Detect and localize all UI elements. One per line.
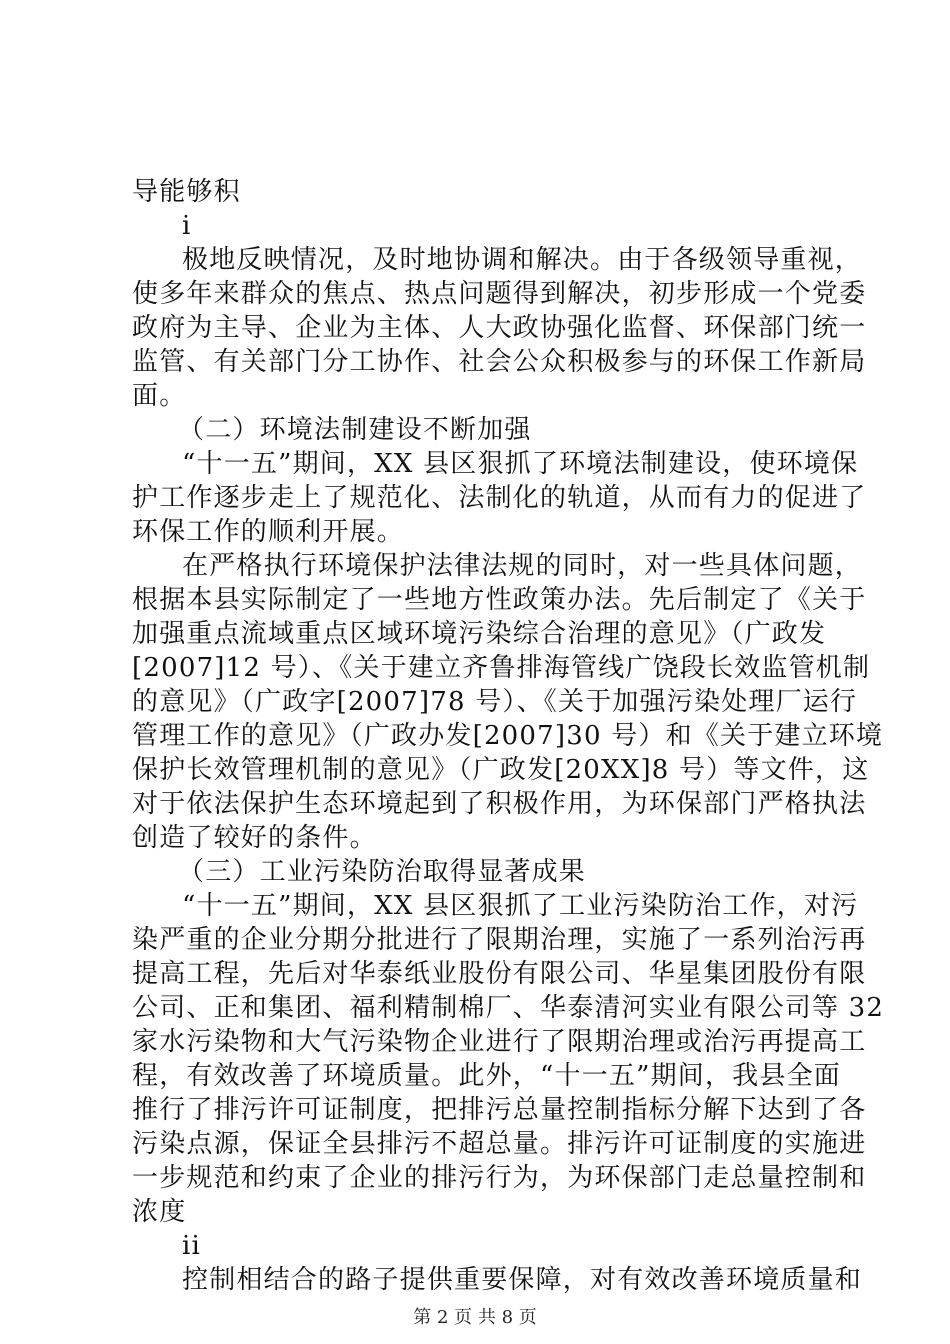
- section-heading: （三）工业污染防治取得显著成果: [178, 857, 587, 887]
- text-line: 家水污染物和大气污染物企业进行了限期治理或治污再提高工: [132, 1027, 867, 1057]
- text-line: 提高工程，先后对华泰纸业股份有限公司、华星集团股份有限: [132, 959, 867, 989]
- text-line: 创造了较好的条件。: [132, 823, 377, 853]
- section-heading: （二）环境法制建设不断加强: [178, 415, 532, 445]
- text-line: 根据本县实际制定了一些地方性政策办法。先后制定了《关于: [132, 585, 867, 615]
- text-line: 染严重的企业分期分批进行了限期治理，实施了一系列治污再: [132, 925, 867, 955]
- text-line: 导能够积: [132, 177, 241, 207]
- text-line: 极地反映情况，及时地协调和解决。由于各级领导重视，: [182, 245, 863, 275]
- text-line: 面。: [132, 381, 187, 411]
- text-line: 环保工作的顺利开展。: [132, 517, 405, 547]
- text-line: 控制相结合的路子提供重要保障，对有效改善环境质量和: [182, 1265, 863, 1295]
- text-line: 在严格执行环境保护法律法规的同时，对一些具体问题，: [182, 551, 863, 581]
- text-line: 管理工作的意见》（广政办发[2007]30 号）和《关于建立环境: [132, 721, 884, 751]
- page-footer: 第 2 页 共 8 页: [413, 1307, 537, 1328]
- text-line: 加强重点流域重点区域环境污染综合治理的意见》（广政发: [132, 619, 827, 649]
- text-line: 推行了排污许可证制度，把排污总量控制指标分解下达到了各: [132, 1095, 867, 1125]
- text-line: 政府为主导、企业为主体、人大政协强化监督、环保部门统一: [132, 313, 867, 343]
- text-line: ii: [182, 1231, 202, 1261]
- text-line: 护工作逐步走上了规范化、法制化的轨道，从而有力的促进了: [132, 483, 867, 513]
- text-line: [2007]12 号）、《关于建立齐鲁排海管线广饶段长效监管机制: [132, 653, 871, 683]
- text-line: “十一五”期间，XX 县区狠抓了环境法制建设，使环境保: [182, 449, 859, 479]
- text-line: 程，有效改善了环境质量。此外，“十一五”期间，我县全面: [132, 1061, 841, 1091]
- text-line: 公司、正和集团、福利精制棉厂、华泰清河实业有限公司等 32: [132, 993, 885, 1023]
- text-line: 使多年来群众的焦点、热点问题得到解决，初步形成一个党委: [132, 279, 867, 309]
- text-line: 一步规范和约束了企业的排污行为，为环保部门走总量控制和: [132, 1163, 867, 1193]
- text-line: 的意见》（广政字[2007]78 号）、《关于加强污染处理厂运行: [132, 687, 858, 717]
- text-line: 监管、有关部门分工协作、社会公众积极参与的环保工作新局: [132, 347, 867, 377]
- text-line: 保护长效管理机制的意见》（广政发[20XX]8 号）等文件，这: [132, 755, 870, 785]
- text-line: i: [182, 211, 192, 241]
- text-line: “十一五”期间，XX 县区狠抓了工业污染防治工作，对污: [182, 891, 859, 921]
- text-line: 浓度: [132, 1197, 187, 1227]
- text-line: 对于依法保护生态环境起到了积极作用，为环保部门严格执法: [132, 789, 867, 819]
- text-line: 污染点源，保证全县排污不超总量。排污许可证制度的实施进: [132, 1129, 867, 1159]
